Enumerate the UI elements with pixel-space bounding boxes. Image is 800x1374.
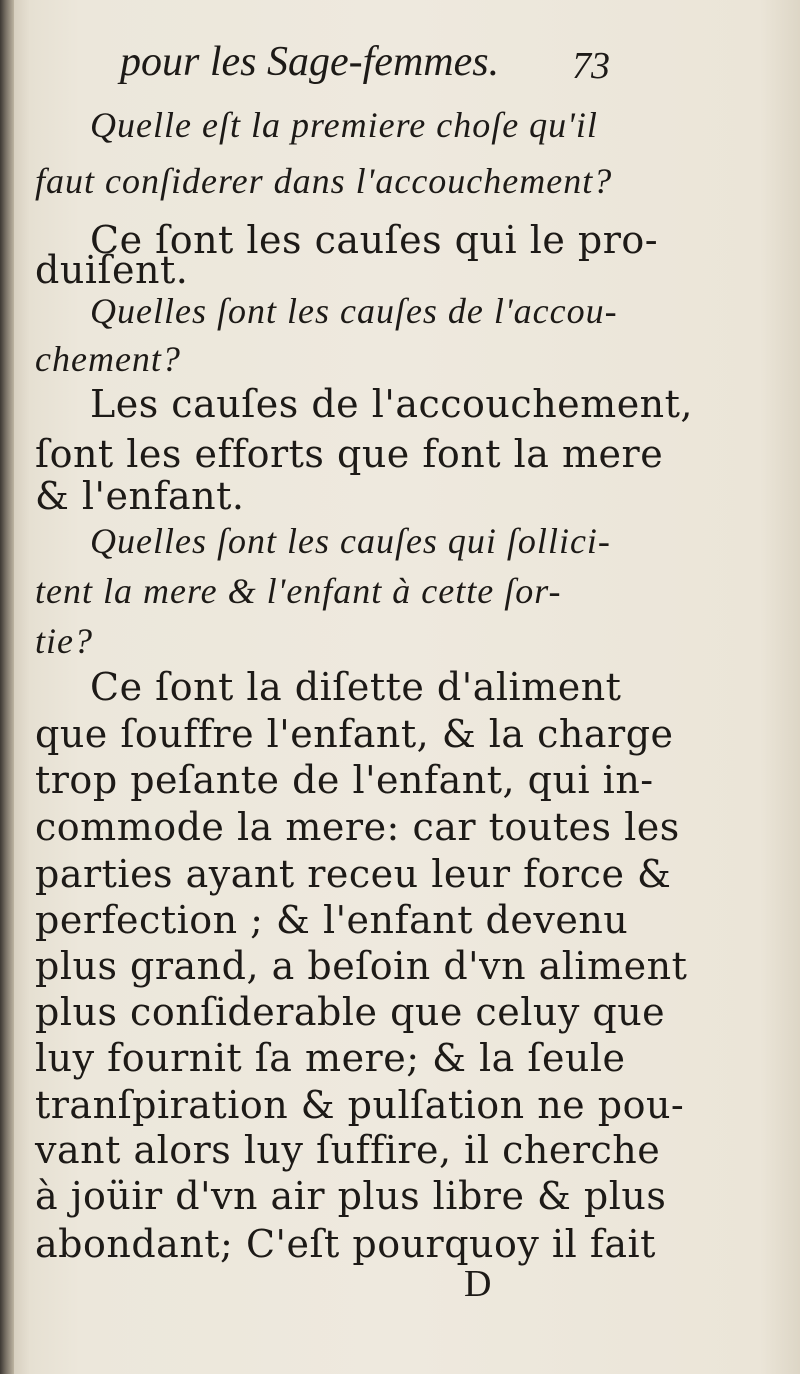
text-line-24: à joüir d'vn air plus libre & plus <box>35 1174 667 1218</box>
text-line-1: Quelle eſt la premiere choſe qu'il <box>90 105 598 145</box>
text-line-21: luy fournit ſa mere; & la ſeule <box>35 1036 626 1080</box>
text-line-13: Ce ſont la diſette d'aliment <box>90 665 622 709</box>
text-line-22: tranſpiration & pulſation ne pou- <box>35 1083 685 1127</box>
binding-gutter <box>0 0 14 1374</box>
page-number: 73 <box>572 45 610 87</box>
text-line-12: tie? <box>35 621 93 661</box>
text-line-8: ſont les efforts que font la mere <box>35 432 664 476</box>
text-line-19: plus grand, a beſoin d'vn aliment <box>35 944 688 988</box>
text-line-14: que ſouffre l'enfant, & la charge <box>35 712 674 756</box>
text-line-6: chement? <box>35 339 181 379</box>
text-line-9: & l'enfant. <box>35 474 245 518</box>
text-line-20: plus conſiderable que celuy que <box>35 990 666 1034</box>
text-line-2: faut conſiderer dans l'accouchement? <box>35 161 613 201</box>
text-line-15: trop peſante de l'enfant, qui in- <box>35 758 654 802</box>
text-line-17: parties ayant receu leur force & <box>35 852 672 896</box>
text-line-4: duiſent. <box>35 248 189 292</box>
text-line-5: Quelles ſont les cauſes de l'accou- <box>90 291 618 331</box>
text-line-16: commode la mere: car toutes les <box>35 805 680 849</box>
text-line-10: Quelles ſont les cauſes qui ſollici- <box>90 521 611 561</box>
text-line-23: vant alors luy ſuffire, il cherche <box>35 1128 661 1172</box>
signature-mark: D <box>464 1263 492 1305</box>
text-line-18: perfection ; & l'enfant devenu <box>35 898 629 942</box>
text-line-11: tent la mere & l'enfant à cette ſor- <box>35 571 562 611</box>
text-line-3: Ce ſont les cauſes qui le pro- <box>90 218 659 262</box>
running-title: pour les Sage-femmes. <box>120 39 500 85</box>
text-line-25: abondant; C'eſt pourquoy il fait <box>35 1222 656 1266</box>
text-line-7: Les cauſes de l'accouchement, <box>90 382 693 426</box>
